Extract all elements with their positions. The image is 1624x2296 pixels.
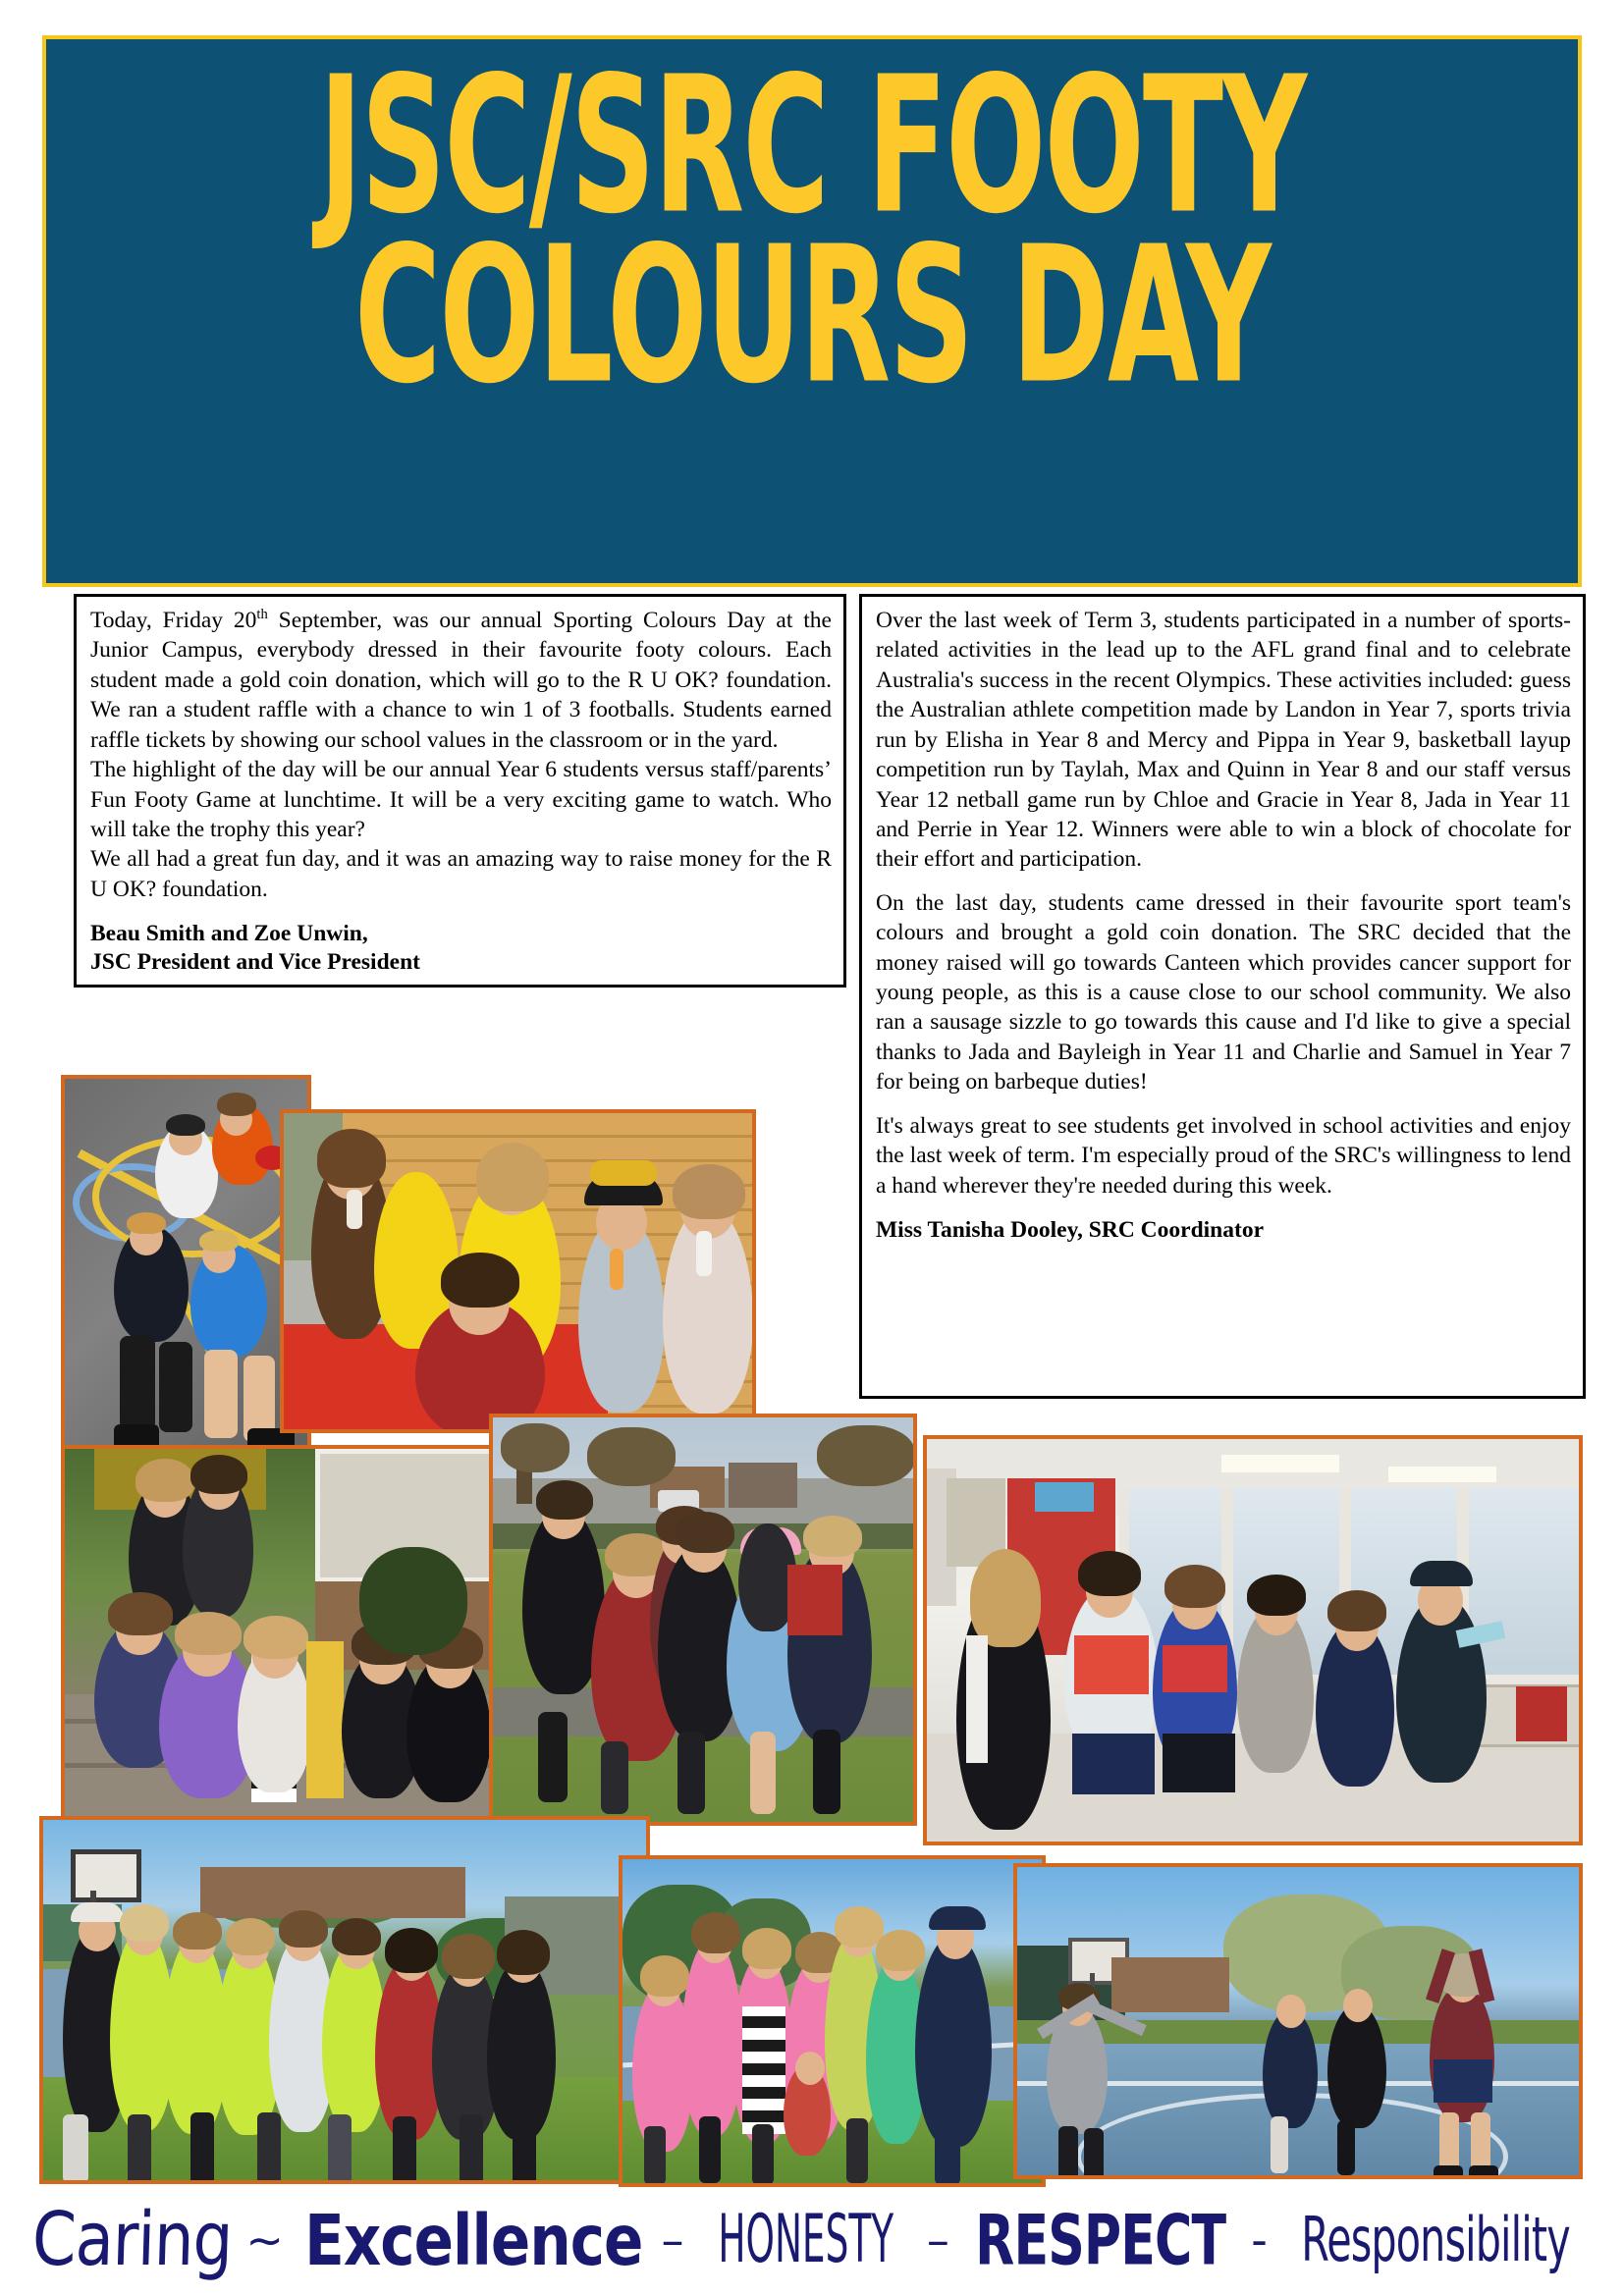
shorts xyxy=(1072,1734,1155,1794)
student-figure xyxy=(1327,2004,1386,2128)
value-separator-tilde: ~ xyxy=(245,2214,284,2267)
guernsey-panel xyxy=(1074,1635,1149,1694)
student-figure xyxy=(441,1253,519,1308)
student-figure xyxy=(601,1741,628,1814)
school-value-honesty: HONESTY xyxy=(717,2202,893,2278)
student-figure xyxy=(1263,2010,1318,2128)
jsc-paragraph-1-rest: September, was our annual Sporting Colours Day at the Junior Campus, everybody dressed in their favourite footy colours. Each student made a gold coin donation, which will go to the R U OK? foundation. We ran a student raffle with a chance to win 1 of 3 footballs. Students earned raffle tickets by showing our school values in the classroom or in the yard. xyxy=(90,608,832,753)
student-figure xyxy=(876,1930,925,1971)
ceiling-light xyxy=(1388,1467,1496,1482)
student-figure xyxy=(970,1549,1041,1647)
student-figure xyxy=(226,1918,275,1955)
value-separator-dash-1: – xyxy=(661,2214,684,2267)
student-figure xyxy=(63,2114,88,2183)
student-figure xyxy=(742,1928,791,1969)
student-figure xyxy=(1439,2112,1459,2173)
student-figure xyxy=(199,1230,239,1252)
child-figure xyxy=(795,2052,825,2085)
student-figure xyxy=(1271,2116,1288,2173)
student-figure xyxy=(1434,2165,1463,2179)
student-figure xyxy=(1471,2112,1490,2173)
school-value-responsibility: Responsibility xyxy=(1301,2204,1570,2276)
value-separator-dash-2: – xyxy=(926,2214,949,2267)
student-figure xyxy=(204,1350,238,1438)
student-figure xyxy=(175,1612,242,1655)
cap xyxy=(1410,1561,1473,1586)
jsc-signature-block xyxy=(90,920,832,977)
student-figure xyxy=(640,1955,689,1997)
photo-students-lying-on-asphalt xyxy=(61,1075,311,1468)
student-figure xyxy=(306,1641,344,1798)
student-figure xyxy=(190,2112,214,2184)
student-figure xyxy=(393,2116,416,2184)
student-figure xyxy=(538,1712,568,1802)
student-figure xyxy=(935,2132,960,2185)
chair xyxy=(1516,1686,1567,1741)
student-figure xyxy=(752,2124,774,2185)
student-figure xyxy=(1276,1995,1306,2028)
student-figure xyxy=(536,1480,593,1520)
date-ordinal-suffix: th xyxy=(256,607,268,623)
student-figure xyxy=(1469,2165,1498,2179)
tree xyxy=(817,1425,915,1486)
student-figure xyxy=(803,1516,862,1557)
school-building xyxy=(200,1867,465,1918)
student-figure xyxy=(120,1336,155,1430)
photo-students-brick-wall-icypoles xyxy=(280,1109,756,1433)
student-figure xyxy=(328,2114,352,2184)
jsc-paragraph-2: The highlight of the day will be our annual Year 6 students versus staff/parents’ Fun Footy Game at lunchtime. It will be a very exciting game to watch. Who will take the trophy this year? xyxy=(90,757,832,842)
student-figure xyxy=(190,1455,247,1494)
student-figure xyxy=(217,1093,256,1116)
student-figure xyxy=(385,1928,438,1973)
student-figure xyxy=(317,1129,386,1188)
jsc-paragraph-1 xyxy=(90,606,832,755)
src-article-box xyxy=(859,594,1586,1399)
student-figure xyxy=(699,2116,721,2183)
photo-netball-team-pink-bibs xyxy=(619,1855,1046,2187)
student-figure xyxy=(676,1512,734,1553)
shorts xyxy=(1163,1734,1235,1792)
photo-students-garden-scarves xyxy=(61,1445,503,1841)
student-figure xyxy=(497,1930,550,1975)
school-value-excellence: Excellence xyxy=(304,2199,643,2281)
school-values-footer xyxy=(0,2197,1624,2283)
student-figure xyxy=(244,1616,308,1659)
shrub xyxy=(359,1547,467,1655)
student-figure xyxy=(750,1732,776,1814)
navy-cap xyxy=(929,1906,986,1930)
student-figure xyxy=(487,1959,556,2140)
icy-pole xyxy=(347,1190,362,1229)
student-figure xyxy=(159,1342,192,1432)
jsc-paragraph-1-start: Today, Friday 20 xyxy=(90,608,257,633)
student-figure xyxy=(476,1143,549,1211)
striped-umpire-top xyxy=(742,2006,785,2134)
gold-top-hat xyxy=(590,1160,657,1186)
photo-netball-team-green-bibs xyxy=(39,1816,650,2184)
student-figure xyxy=(279,1910,328,1948)
team-scarf xyxy=(966,1635,988,1763)
src-signature-block xyxy=(876,1216,1571,1245)
student-figure xyxy=(173,1912,222,1949)
house xyxy=(729,1463,797,1508)
photo-basketball-layup-court xyxy=(1013,1863,1583,2179)
page-title-banner xyxy=(42,35,1582,587)
student-figure xyxy=(677,1732,705,1814)
page-title-line-1: JSC/SRC FOOTY xyxy=(318,36,1306,256)
tree xyxy=(501,1423,569,1472)
student-figure xyxy=(460,2114,483,2184)
student-figure xyxy=(442,1934,495,1979)
src-paragraph-3: It's always great to see students get involved in school activities and enjoy the last week of term. I'm especially proud of the SRC's willingness to lend a hand wherever they're needed during this week. xyxy=(876,1112,1571,1199)
school-value-respect: RESPECT xyxy=(975,2199,1226,2281)
student-figure xyxy=(128,2114,151,2184)
student-figure xyxy=(120,1904,169,1942)
jsc-paragraph-3: We all had a great fun day, and it was an amazing way to raise money for the R U OK? foundation. xyxy=(90,846,832,902)
student-figure xyxy=(1327,1590,1386,1631)
jsc-signature-names: Beau Smith and Zoe Unwin, xyxy=(90,921,368,947)
basketball-backboard xyxy=(71,1849,141,1902)
student-figure xyxy=(135,1459,194,1502)
school-building xyxy=(1111,1957,1229,2012)
student-figure xyxy=(1078,1551,1141,1596)
student-figure xyxy=(513,2116,536,2184)
tree xyxy=(587,1427,676,1486)
student-figure xyxy=(846,2118,868,2183)
photo-students-classroom-lineup xyxy=(923,1435,1583,1845)
student-figure xyxy=(644,2126,666,2185)
student-figure xyxy=(257,2112,281,2184)
student-figure xyxy=(1164,1565,1225,1608)
icy-pole xyxy=(696,1231,712,1276)
value-separator-hyphen: - xyxy=(1251,2214,1268,2267)
src-paragraph-2: On the last day, students came dressed in their favourite sport team's colours and brought a gold coin donation. The SRC decided that the money raised will go towards Canteen which provides cancer support for young people, as this is a cause close to our school community. We also ran a sausage sizzle to go towards this cause and I'd like to give a special thanks to Jada and Bayleigh in Year 11 and Charlie and Samuel in Year 7 for being on barbeque duties! xyxy=(876,889,1571,1095)
student-figure xyxy=(787,1565,842,1635)
student-figure xyxy=(915,1936,992,2147)
guernsey-panel xyxy=(1163,1645,1227,1692)
icy-pole xyxy=(610,1249,623,1290)
src-paragraph-1: Over the last week of Term 3, students participated in a number of sports-related activities in the lead up to the AFL grand final and to celebrate Australia's success in the recent Olympics. These activities included: guess the Australian athlete competition made by Landon in Year 7, sports trivia run by Elisha in Year 8 and Mercy and Pippa in Year 9, basketball layup competition run by Taylah, Max and Quinn in Year 8 and our staff versus Year 12 netball game run by Chloe and Gracie in Year 8, Jada in Year 11 and Perrie in Year 12. Winners were able to win a block of chocolate for their effort and participation. xyxy=(876,608,1571,873)
ceiling-light xyxy=(1221,1455,1339,1472)
student-figure xyxy=(691,1912,740,1953)
jsc-signature-role: JSC President and Vice President xyxy=(90,949,420,976)
shorts xyxy=(1434,2059,1492,2103)
student-figure xyxy=(1247,1575,1306,1616)
photo-students-oval-group xyxy=(489,1414,917,1826)
student-figure xyxy=(332,1918,381,1955)
student-figure xyxy=(127,1212,166,1234)
student-figure xyxy=(1084,2128,1104,2179)
page-title-line-2: COLOURS DAY xyxy=(353,206,1271,426)
cap xyxy=(71,1902,124,1922)
student-figure xyxy=(1343,1989,1373,2022)
student-figure xyxy=(835,1906,884,1948)
src-signature: Miss Tanisha Dooley, SRC Coordinator xyxy=(876,1217,1265,1244)
noticeboard-header xyxy=(1035,1482,1094,1512)
student-figure xyxy=(108,1592,173,1635)
student-figure xyxy=(1058,2126,1078,2179)
school-value-caring: Caring xyxy=(30,2197,234,2283)
student-figure xyxy=(813,1730,840,1814)
student-figure xyxy=(673,1164,745,1219)
student-figure xyxy=(166,1114,205,1136)
student-figure xyxy=(1337,2120,1355,2175)
jsc-article-box xyxy=(74,594,846,988)
